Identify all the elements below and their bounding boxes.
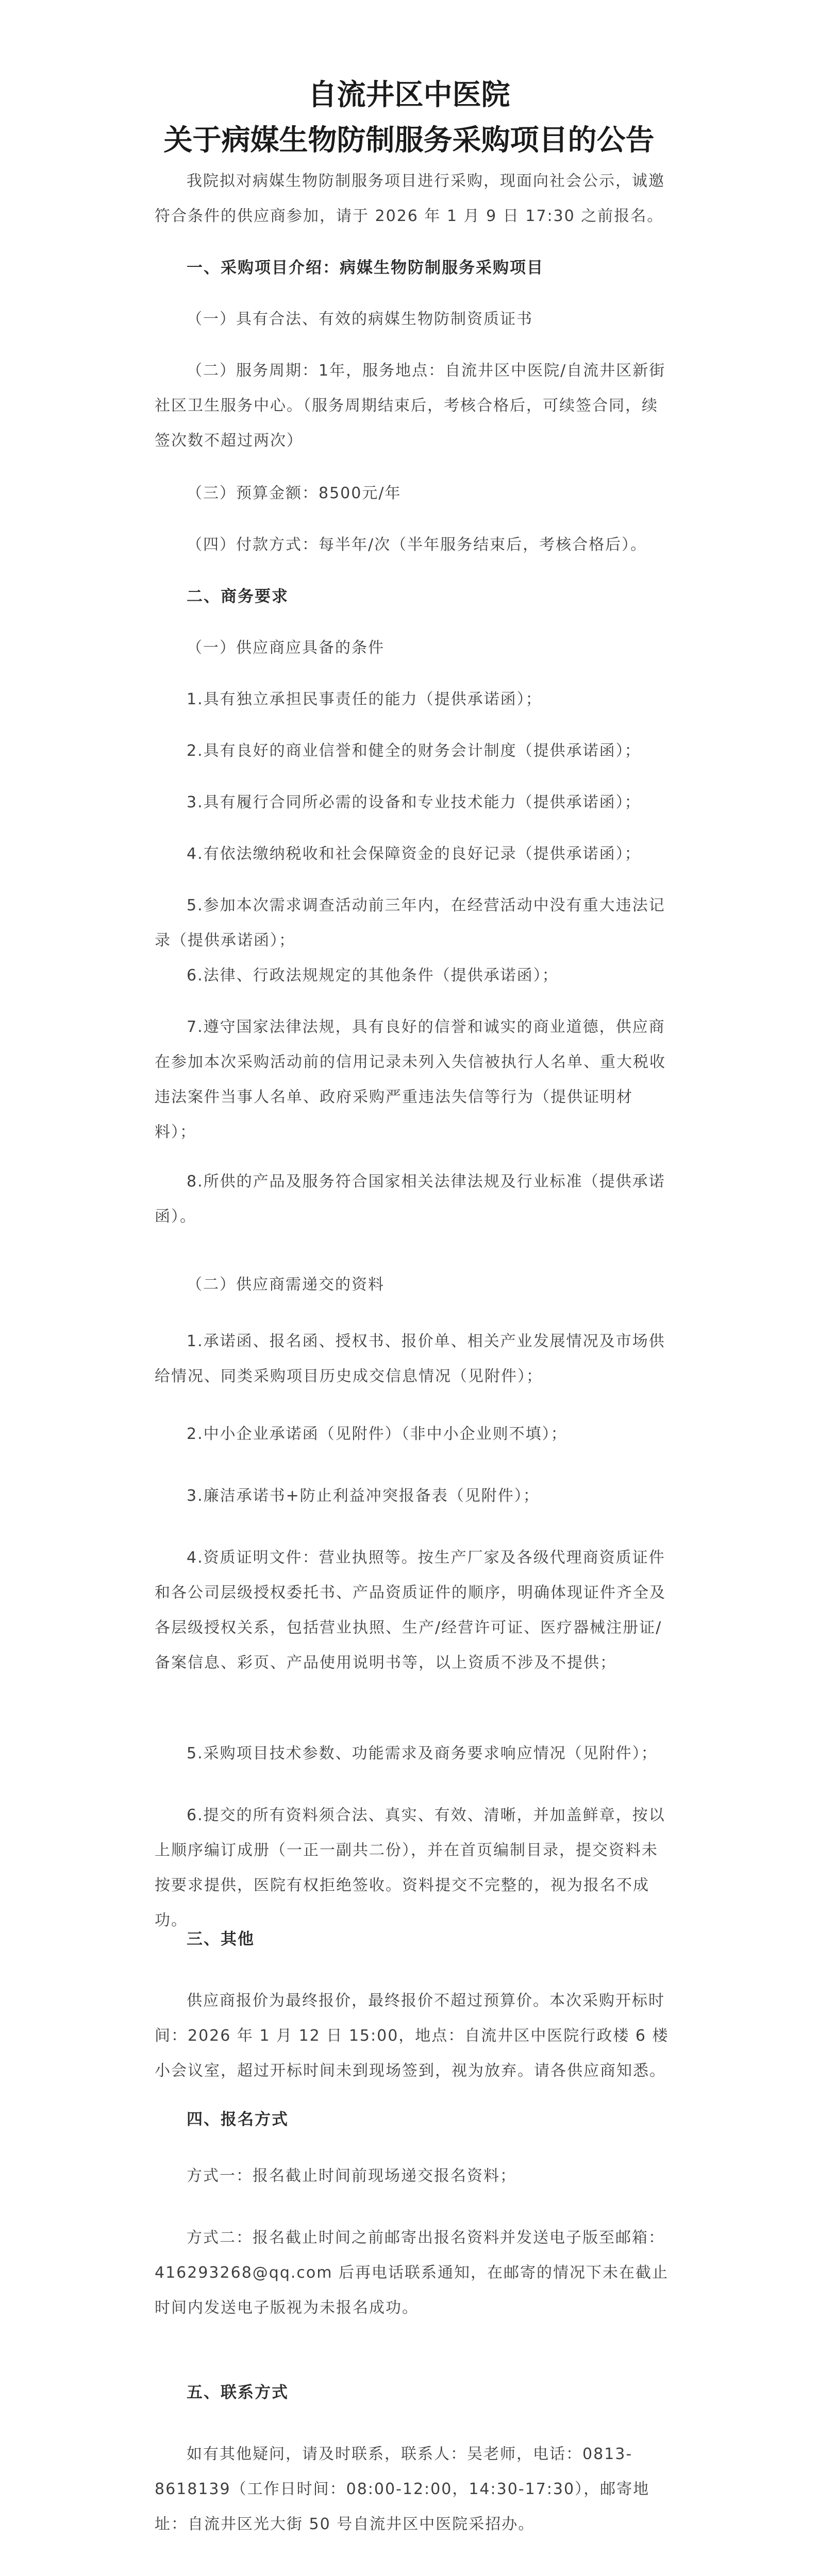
contact-paragraph: 如有其他疑问，请及时联系，联系人：吴老师，电话：0813-8618139（工作日时间：08:00-12:00，14:30-17:30），邮寄地址：自流井区光大街 50 号自流井区中医院采招办。 [155, 2445, 650, 2533]
condition-5: 5.参加本次需求调查活动前三年内，在经营活动中没有重大违法记录（提供承诺函）； [155, 896, 665, 950]
doc-item-2: 2.中小企业承诺函（见附件）（非中小企业则不填）； [187, 1425, 567, 1443]
condition-4: 4.有依法缴纳税收和社会保障资金的良好记录（提供承诺函）； [187, 845, 641, 863]
method-1: 方式一：报名截止时间前现场递交报名资料； [187, 2167, 516, 2185]
condition-7: 7.遵守国家法律法规，具有良好的信誉和诚实的商业道德，供应商在参加本次采购活动前的信用记录未列入失信被执行人名单、重大税收违法案件当事人名单、政府采购严重违法失信等行为（提供证明材料）； [155, 1018, 666, 1141]
s1-item-3: （三）预算金额：8500元/年 [187, 484, 402, 502]
section-5-heading: 五、联系方式 [187, 2383, 289, 2402]
condition-6: 6.法律、行政法规规定的其他条件（提供承诺函）； [187, 967, 559, 985]
condition-3: 3.具有履行合同所必需的设备和专业技术能力（提供承诺函）； [187, 793, 641, 811]
section-2-heading: 二、商务要求 [187, 587, 289, 606]
s1-item-1: （一）具有合法、有效的病媒生物防制资质证书 [187, 310, 533, 328]
s3-paragraph: 供应商报价为最终报价，最终报价不超过预算价。本次采购开标时间：2026 年 1 月 12 日 15:00，地点：自流井区中医院行政楼 6 楼小会议室，超过开标时间未到现场签到，视为放弃。请各供应商知悉。 [155, 1992, 669, 2080]
condition-2: 2.具有良好的商业信誉和健全的财务会计制度（提供承诺函）； [187, 742, 641, 760]
doc-item-5: 5.采购项目技术参数、功能需求及商务要求响应情况（见附件）； [187, 1744, 658, 1762]
s1-item-4: （四）付款方式：每半年/次（半年服务结束后，考核合格后）。 [187, 536, 647, 554]
announcement-title: 关于病媒生物防制服务采购项目的公告 [163, 123, 655, 157]
section-4-heading: 四、报名方式 [187, 2110, 289, 2129]
section-1-heading: 一、采购项目介绍：病媒生物防制服务采购项目 [187, 259, 544, 277]
doc-item-1: 1.承诺函、报名函、授权书、报价单、相关产业发展情况及市场供给情况、同类采购项目历史成交信息情况（见附件）； [155, 1332, 665, 1385]
intro-paragraph: 我院拟对病媒生物防制服务项目进行采购，现面向社会公示，诚邀符合条件的供应商参加，请于 2026 年 1 月 9 日 17:30 之前报名。 [155, 172, 665, 225]
method-2: 方式二：报名截止时间之前邮寄出报名资料并发送电子版至邮箱：416293268@qq.com 后再电话联系通知，在邮寄的情况下未在截止时间内发送电子版视为未报名成功。 [155, 2229, 669, 2317]
s1-item-2: （二）服务周期：1年，服务地点：自流井区中医院/自流井区新街社区卫生服务中心。（服务周期结束后，考核合格后，可续签合同，续签次数不超过两次） [155, 362, 666, 450]
s2-sub-1: （一）供应商应具备的条件 [187, 639, 385, 657]
hospital-title: 自流井区中医院 [308, 78, 510, 112]
section-3-heading: 三、其他 [187, 1930, 255, 1948]
s2-sub-2: （二）供应商需递交的资料 [187, 1276, 385, 1294]
doc-item-4: 4.资质证明文件：营业执照等。按生产厂家及各级代理商资质证件和各公司层级授权委托书、产品资质证件的顺序，明确体现证件齐全及各层级授权关系，包括营业执照、生产/经营许可证、医疗器械注册证/备案信息、彩页、产品使用说明书等，以上资质不涉及不提供； [155, 1549, 666, 1672]
condition-8: 8.所供的产品及服务符合国家相关法律法规及行业标准（提供承诺函）。 [155, 1173, 665, 1226]
condition-1: 1.具有独立承担民事责任的能力（提供承诺函）； [187, 690, 542, 708]
doc-item-3: 3.廉洁承诺书+防止利益冲突报备表（见附件）； [187, 1487, 540, 1505]
doc-item-6: 6.提交的所有资料须合法、真实、有效、清晰，并加盖鲜章，按以上顺序编订成册（一正一副共二份），并在首页编制目录，提交资料未按要求提供，医院有权拒绝签收。资料提交不完整的，视为报名不成功。 [155, 1806, 665, 1929]
